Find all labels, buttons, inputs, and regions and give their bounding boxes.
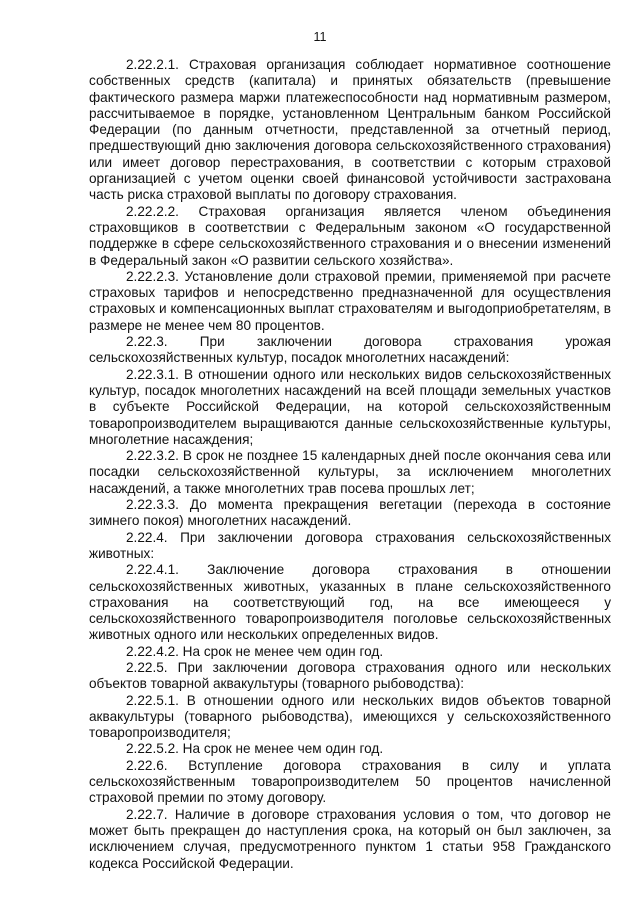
paragraph-2-22-4: 2.22.4. При заключении договора страхования сельскохозяйственных животных: <box>89 529 611 561</box>
paragraph-2-22-2-1: 2.22.2.1. Страховая организация соблюдает нормативное соотношение собственных средств (капитала) и принятых обязательств (превышение фактического размера маржи платежеспособности над нормативным размером, рассчитываемое в порядке, установленном Центральным банком Российской Федерации (по данным отчетности, представленной за отчетный период, предшествующий дню заключения договора сельскохозяйственного страхования) или имеет договор перестрахования, в соответствии с которым страховой организацией с учетом оценки своей финансовой устойчивости застрахована часть риска страховой выплаты по договору страхования. <box>89 57 611 203</box>
paragraph-2-22-3-1: 2.22.3.1. В отношении одного или нескольких видов сельскохозяйственных культур, посадок многолетних насаждений на всей площади земельных участков в субъекте Российской Федерации, на которой сельскохозяйственным товаропроизводителем выращиваются данные сельскохозяйственные культуры, многолетние насаждения; <box>89 366 611 447</box>
paragraph-2-22-5-2: 2.22.5.2. На срок не менее чем один год. <box>126 741 384 757</box>
paragraph-2-22-4-2: 2.22.4.2. На срок не менее чем один год. <box>126 643 384 659</box>
page-number: 11 <box>313 30 327 44</box>
paragraph-2-22-3-2: 2.22.3.2. В срок не позднее 15 календарных дней после окончания сева или посадки сельскохозяйственной культуры, за исключением многолетних насаждений, а также многолетних трав посева прошлых лет; <box>89 448 611 496</box>
paragraph-2-22-4-1: 2.22.4.1. Заключение договора страхования в отношении сельскохозяйственных животных, указанных в плане сельскохозяйственного страхования на соответствующий год, на все имеющееся у сельскохозяйственного товаропроизводителя поголовье сельскохозяйственных животных одного или нескольких определенных видов. <box>89 562 611 643</box>
paragraph-2-22-7: 2.22.7. Наличие в договоре страхования условия о том, что договор не может быть прекращен до наступления срока, на который он был заключен, за исключением случая, предусмотренного пунктом 1 статьи 958 Гражданского кодекса Российской Федерации. <box>89 806 611 871</box>
document-body <box>89 57 611 872</box>
paragraph-2-22-3-3: 2.22.3.3. До момента прекращения вегетации (перехода в состояние зимнего покоя) многолетних насаждений. <box>89 497 611 529</box>
paragraph-2-22-5: 2.22.5. При заключении договора страхования одного или нескольких объектов товарной аквакультуры (товарного рыбоводства): <box>89 659 611 692</box>
paragraph-2-22-5-1: 2.22.5.1. В отношении одного или нескольких видов объектов товарной аквакультуры (товарного рыбоводства), имеющихся у сельскохозяйственного товаропроизводителя; <box>89 692 611 741</box>
paragraph-2-22-2-2: 2.22.2.2. Страховая организация является членом объединения страховщиков в соответствии с Федеральным законом «О государственной поддержке в сфере сельскохозяйственного страхования и о внесении изменений в Федеральный закон «О развитии сельского хозяйства». <box>89 203 611 268</box>
paragraph-2-22-2-3: 2.22.2.3. Установление доли страховой премии, применяемой при расчете страховых тарифов и непосредственно предназначенной для осуществления страховых и компенсационных выплат страхователям и выгодоприобретателям, в размере не менее чем 80 процентов. <box>89 268 611 333</box>
paragraph-2-22-3: 2.22.3. При заключении договора страхования урожая сельскохозяйственных культур, посадок многолетних насаждений: <box>89 334 611 366</box>
paragraph-2-22-6: 2.22.6. Вступление договора страхования в силу и уплата сельскохозяйственным товаропроизводителем 50 процентов начисленной страховой премии по этому договору. <box>89 757 611 806</box>
